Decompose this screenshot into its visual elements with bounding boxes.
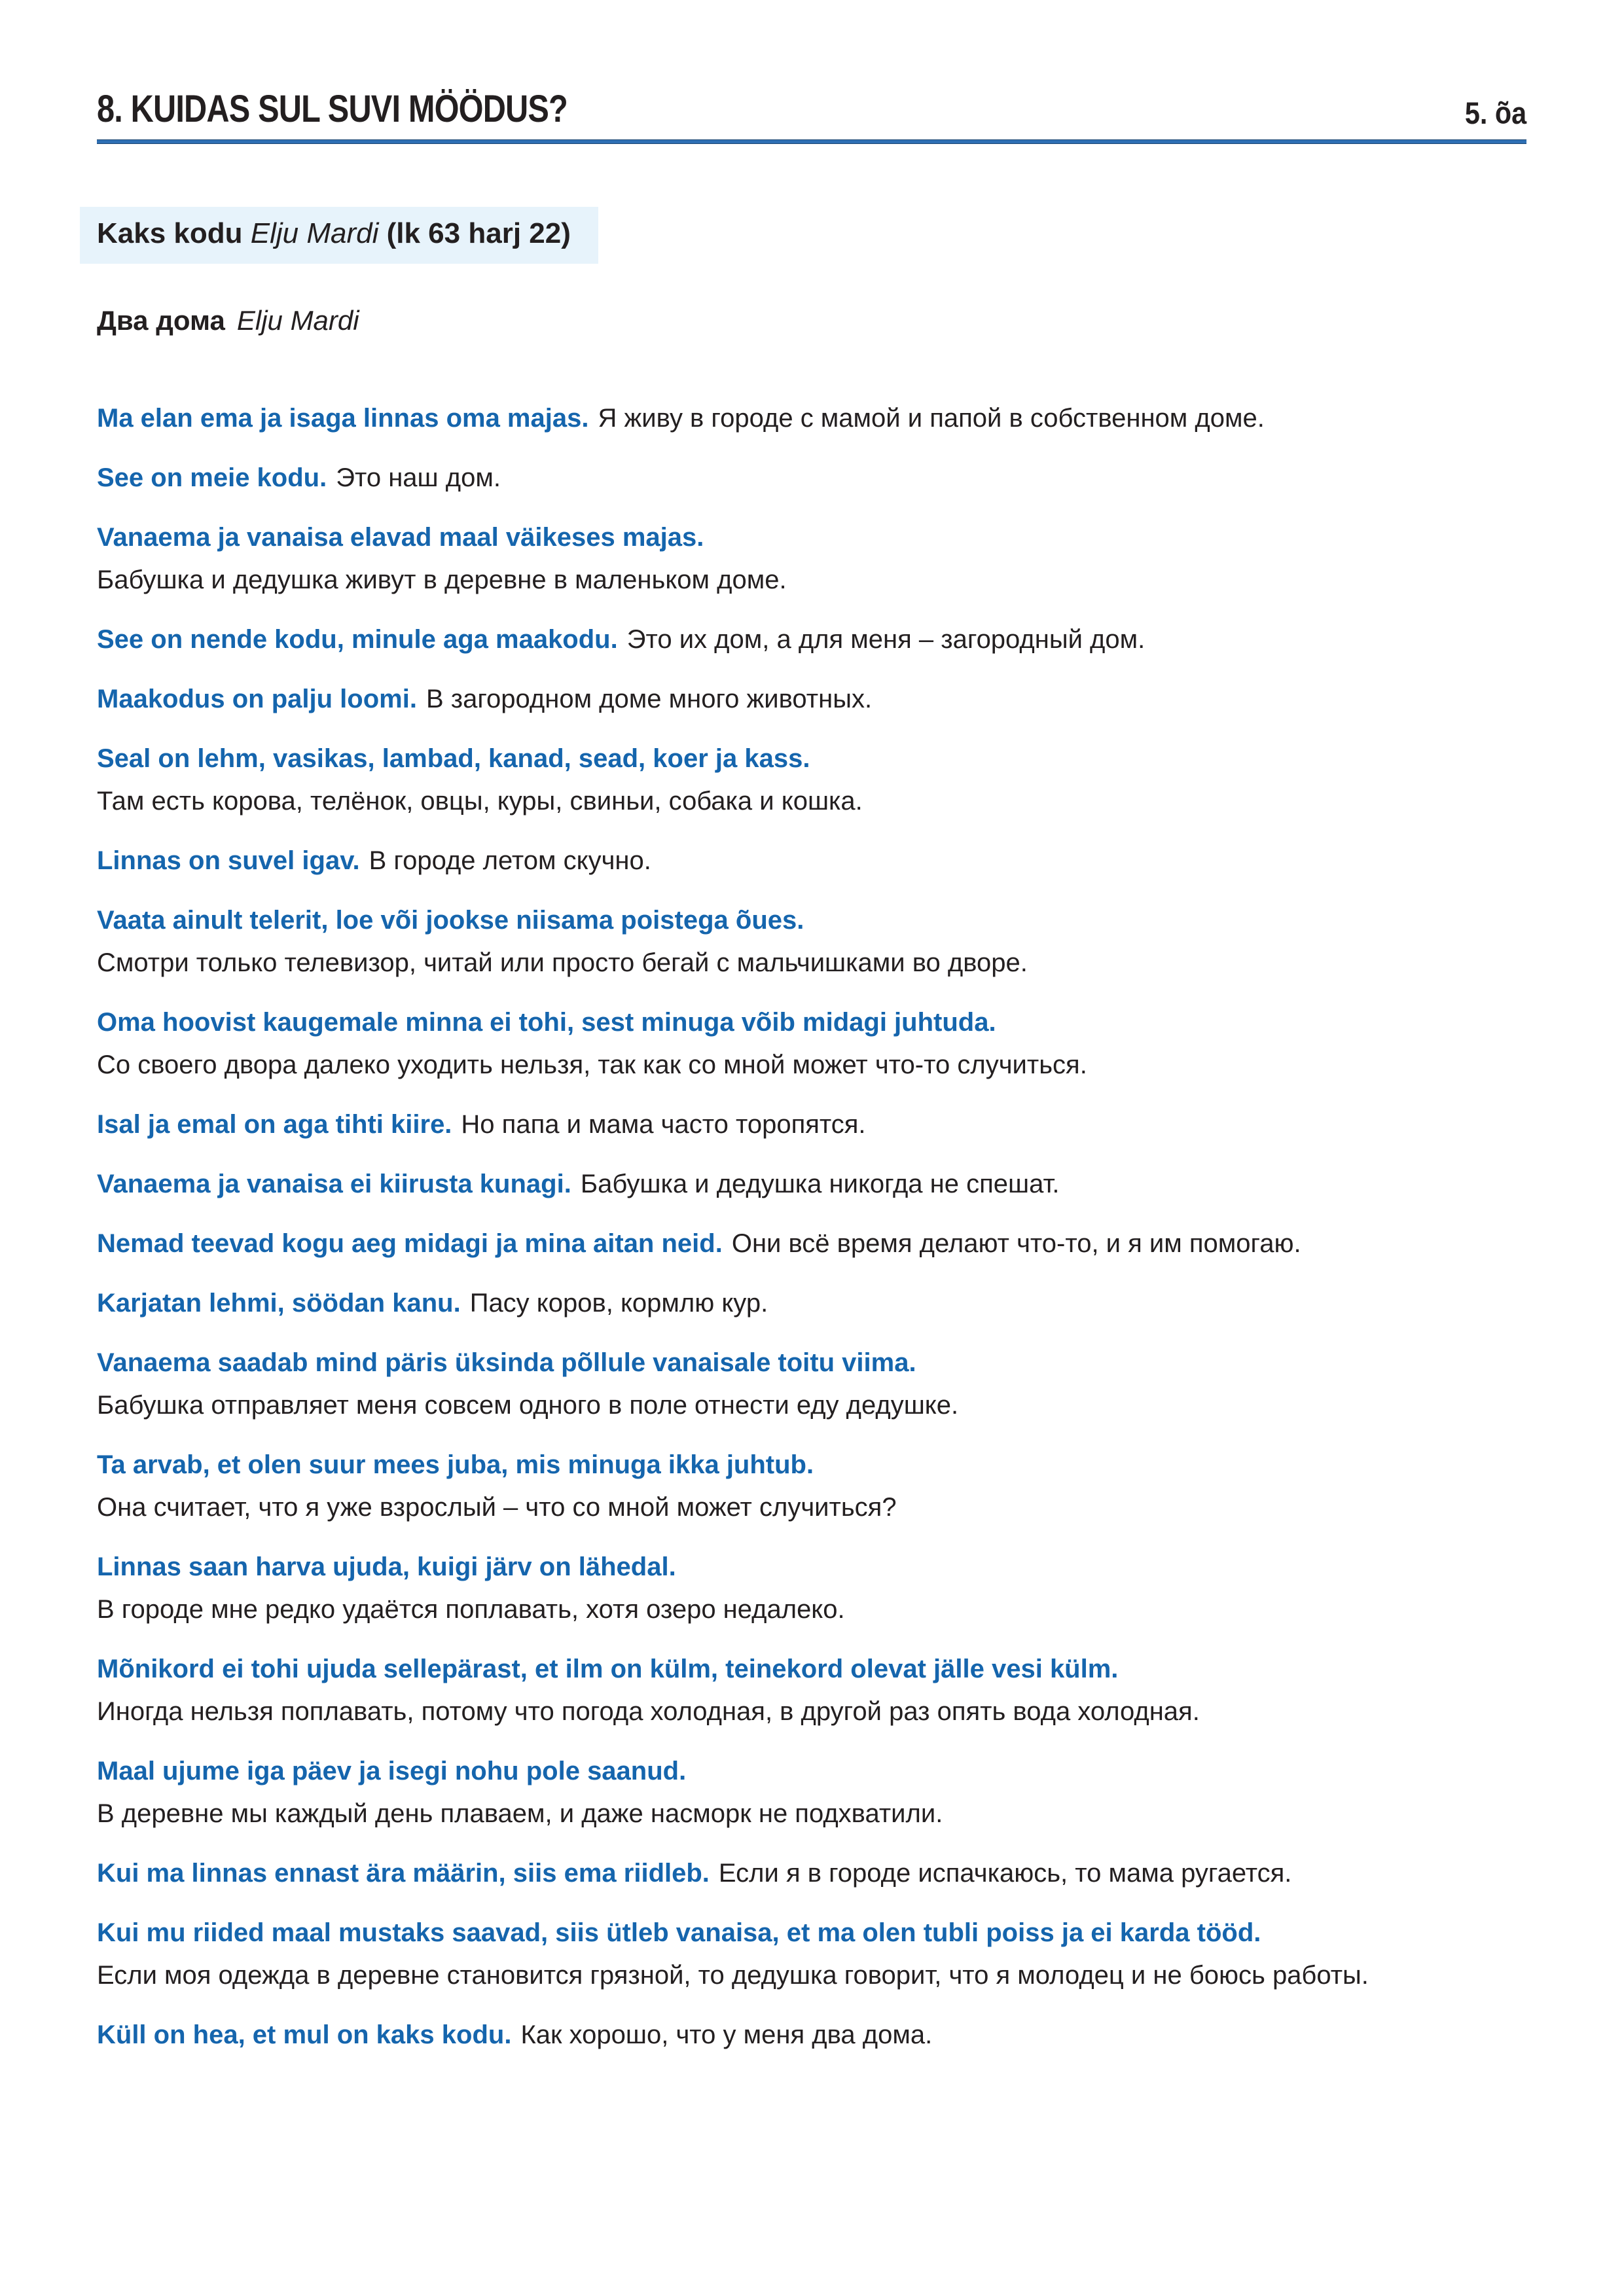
exercise-heading	[80, 207, 598, 264]
sentence-pair	[97, 457, 1526, 499]
russian-translation: Они всё время делают что-то, и я им помогаю.	[731, 1229, 1301, 1259]
header-divider-rule	[97, 139, 1526, 144]
russian-translation: В деревне мы каждый день плаваем, и даже насморк не подхватили.	[97, 1799, 943, 1829]
russian-translation: Я живу в городе с мамой и папой в собственном доме.	[598, 404, 1265, 433]
russian-translation: Но папа и мама часто торопятся.	[461, 1110, 866, 1139]
russian-translation: Смотри только телевизор, читай или просто бегай с мальчишками во дворе.	[97, 948, 1028, 978]
russian-translation: Это их дом, а для меня – загородный дом.	[626, 625, 1146, 655]
text-paragraphs	[97, 397, 1526, 2056]
russian-translation: Она считает, что я уже взрослый – что со мной может случиться?	[97, 1493, 897, 1522]
subheading-title: Два дома	[97, 304, 225, 336]
exercise-title: Kaks kodu	[97, 217, 243, 249]
estonian-sentence: Mõnikord ei tohi ujuda sellepärast, et ilm on külm, teinekord olevat jälle vesi külm.	[97, 1655, 1119, 1684]
russian-translation: Иногда нельзя поплавать, потому что погода холодная, в другой раз опять вода холодная.	[97, 1697, 1200, 1727]
sentence-pair	[97, 738, 1526, 823]
subheading-author: Elju Mardi	[236, 304, 359, 336]
estonian-sentence: See on meie kodu.	[97, 463, 327, 493]
estonian-sentence: Seal on lehm, vasikas, lambad, kanad, sead, koer ja kass.	[97, 744, 810, 774]
estonian-sentence: Nemad teevad kogu aeg midagi ja mina aitan neid.	[97, 1229, 723, 1259]
sentence-pair	[97, 1223, 1526, 1265]
estonian-sentence: Vanaema ja vanaisa ei kiirusta kunagi.	[97, 1170, 571, 1199]
sentence-pair	[97, 1546, 1526, 1631]
translated-subheading	[97, 304, 1526, 337]
estonian-sentence: Ma elan ema ja isaga linnas oma majas.	[97, 404, 589, 433]
estonian-sentence: See on nende kodu, minule aga maakodu.	[97, 625, 618, 655]
estonian-sentence: Kui ma linnas ennast ära määrin, siis ema riidleb.	[97, 1859, 710, 1888]
sentence-pair	[97, 1444, 1526, 1529]
russian-translation: Бабушка отправляет меня совсем одного в поле отнести еду дедушке.	[97, 1391, 959, 1420]
estonian-sentence: Kui mu riided maal mustaks saavad, siis ütleb vanaisa, et ma olen tubli poiss ja ei karda tööd.	[97, 1918, 1261, 1948]
russian-translation: Если я в городе испачкаюсь, то мама ругается.	[718, 1859, 1292, 1888]
russian-translation: В городе мне редко удаётся поплавать, хотя озеро недалеко.	[97, 1595, 845, 1624]
page-title: 8. KUIDAS SUL SUVI MÖÖDUS?	[97, 88, 568, 130]
russian-translation: Если моя одежда в деревне становится грязной, то дедушка говорит, что я молодец и не боюсь работы.	[97, 1961, 1369, 1990]
sentence-pair	[97, 1282, 1526, 1325]
estonian-sentence: Maal ujume iga päev ja isegi nohu pole saanud.	[97, 1757, 687, 1786]
russian-translation: Там есть корова, телёнок, овцы, куры, свиньи, собака и кошка.	[97, 787, 863, 816]
russian-translation: Это наш дом.	[336, 463, 501, 493]
sentence-pair	[97, 1750, 1526, 1835]
sentence-pair	[97, 1342, 1526, 1427]
course-label: 5. õa	[1464, 96, 1526, 130]
russian-translation: В городе летом скучно.	[369, 846, 651, 876]
russian-translation: В загородном доме много животных.	[425, 685, 873, 714]
estonian-sentence: Karjatan lehmi, söödan kanu.	[97, 1289, 461, 1318]
sentence-pair	[97, 1852, 1526, 1895]
russian-translation: Бабушка и дедушка живут в деревне в маленьком доме.	[97, 565, 787, 595]
sentence-pair	[97, 2014, 1526, 2056]
estonian-sentence: Linnas on suvel igav.	[97, 846, 360, 876]
sentence-pair	[97, 678, 1526, 721]
estonian-sentence: Vanaema saadab mind päris üksinda põllule vanaisale toitu viima.	[97, 1348, 916, 1378]
sentence-pair	[97, 1001, 1526, 1086]
sentence-pair	[97, 1648, 1526, 1733]
estonian-sentence: Vaata ainult telerit, loe või jookse niisama poistega õues.	[97, 906, 804, 935]
sentence-pair	[97, 1103, 1526, 1146]
estonian-sentence: Vanaema ja vanaisa elavad maal väikeses majas.	[97, 523, 704, 552]
sentence-pair	[97, 397, 1526, 440]
russian-translation: Бабушка и дедушка никогда не спешат.	[580, 1170, 1060, 1199]
sentence-pair	[97, 840, 1526, 882]
sentence-pair	[97, 1163, 1526, 1206]
estonian-sentence: Isal ja emal on aga tihti kiire.	[97, 1110, 452, 1139]
sentence-pair	[97, 516, 1526, 601]
page-header	[97, 90, 1526, 128]
russian-translation: Пасу коров, кормлю кур.	[469, 1289, 768, 1318]
russian-translation: Как хорошо, что у меня два дома.	[520, 2020, 933, 2050]
sentence-pair	[97, 1912, 1526, 1997]
estonian-sentence: Oma hoovist kaugemale minna ei tohi, sest minuga võib midagi juhtuda.	[97, 1008, 996, 1037]
estonian-sentence: Linnas saan harva ujuda, kuigi järv on lähedal.	[97, 1552, 676, 1582]
russian-translation: Со своего двора далеко уходить нельзя, так как со мной может что-то случиться.	[97, 1050, 1087, 1080]
sentence-pair	[97, 619, 1526, 661]
exercise-reference: (lk 63 harj 22)	[386, 217, 571, 249]
estonian-sentence: Küll on hea, et mul on kaks kodu.	[97, 2020, 512, 2050]
exercise-author: Elju Mardi	[250, 217, 379, 249]
estonian-sentence: Ta arvab, et olen suur mees juba, mis minuga ikka juhtub.	[97, 1450, 814, 1480]
estonian-sentence: Maakodus on palju loomi.	[97, 685, 417, 714]
sentence-pair	[97, 899, 1526, 984]
